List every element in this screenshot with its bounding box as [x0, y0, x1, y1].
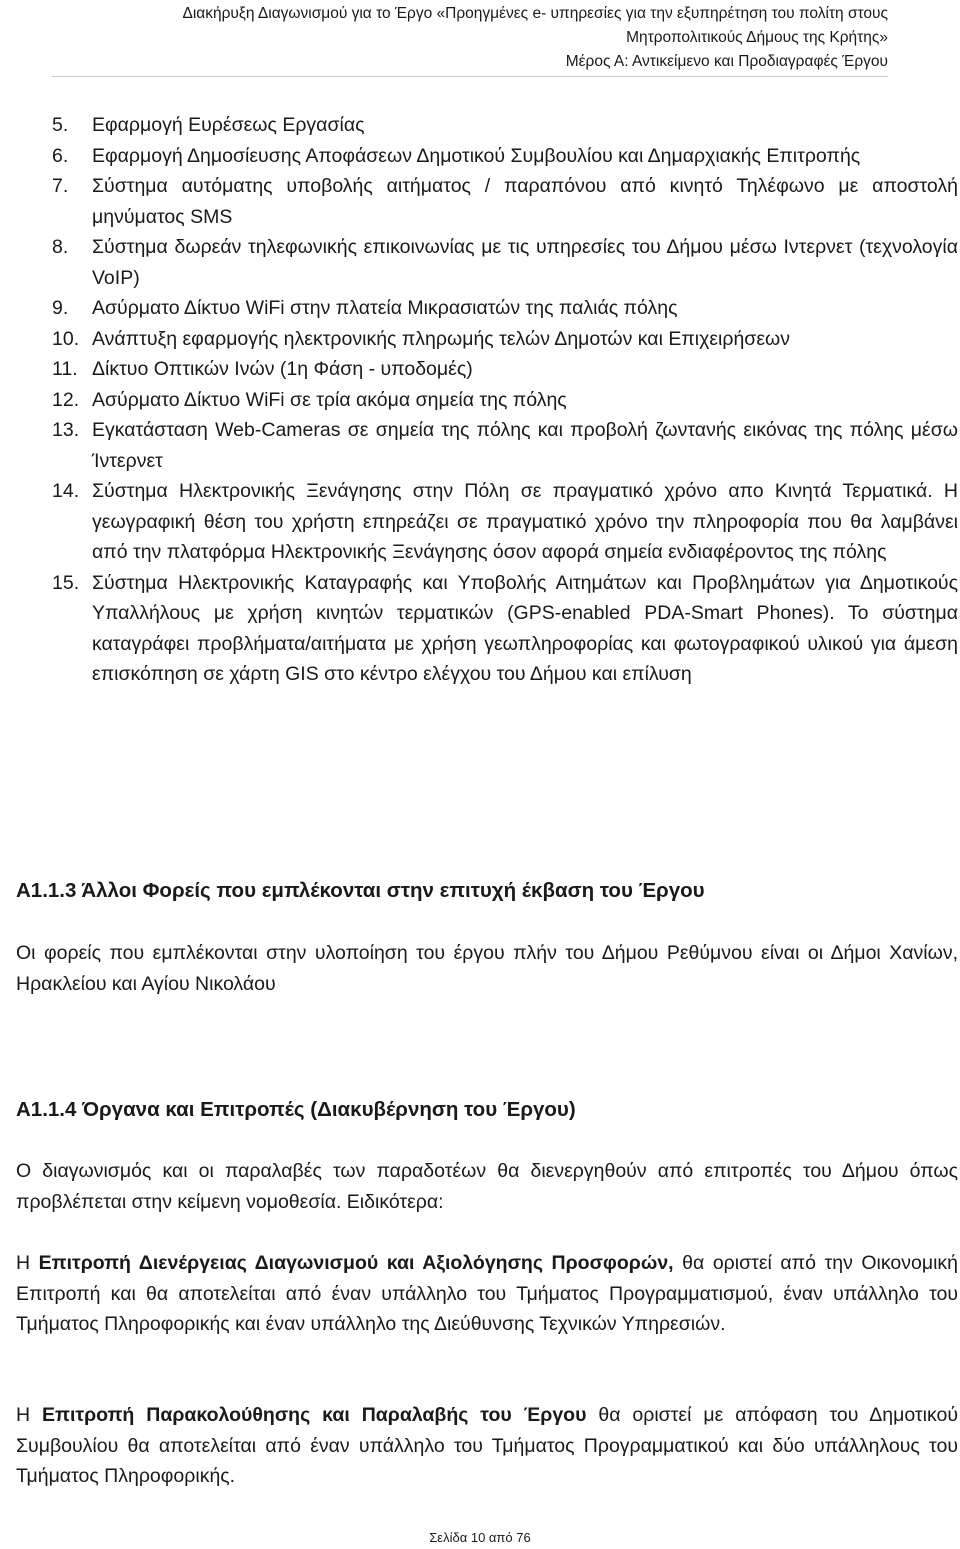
list-item-number: 9. — [52, 297, 69, 319]
committee-acceptance-name: Επιτροπή Παρακολούθησης και Παραλαβής του Έργου — [42, 1404, 587, 1426]
list-item-number: 8. — [52, 236, 69, 258]
committee-evaluation-paragraph — [16, 1248, 958, 1340]
list-item-number: 6. — [52, 144, 69, 167]
list-item — [16, 415, 958, 476]
list-item-text: Ασύρματο Δίκτυο WiFi σε τρία ακόμα σημεία της πόλης — [92, 388, 567, 411]
list-item — [16, 232, 958, 293]
list-item-number: 5. — [52, 114, 69, 136]
list-item-text: Δίκτυο Οπτικών Ινών (1η Φάση - υποδομές) — [92, 358, 473, 380]
list-item-number: 12. — [52, 388, 80, 411]
committee-evaluation-prefix: Η — [16, 1252, 39, 1274]
list-item — [16, 171, 958, 232]
list-item-text: Σύστημα Ηλεκτρονικής Ξενάγησης στην Πόλη σε πραγματικό χρόνο απο Κινητά Τερματικά. Η γεωγραφική θέση του χρήστη επηρεάζει σε πραγματικό χρόνο την πληροφορία που θα λαμβάνει από την πλατφόρμα Ηλεκτρονικής Ξενάγησης όσον αφορά σημεία ενδιαφέροντος της πόλης — [92, 480, 958, 563]
section-1-1-3-title: Α1.1.3 Άλλοι Φορείς που εμπλέκονται στην επιτυχή έκβαση του Έργου — [16, 879, 705, 902]
list-item-text: Σύστημα δωρεάν τηλεφωνικής επικοινωνίας με τις υπηρεσίες του Δήμου μέσω Ιντερνετ (τεχνολογία VoIP) — [92, 236, 958, 289]
section-1-1-4-intro: Ο διαγωνισμός και οι παραλαβές των παραδοτέων θα διενεργηθούν από επιτροπές του Δήμου όπως προβλέπεται στην κείμενη νομοθεσία. Ειδικότερα: — [16, 1160, 958, 1213]
list-item-text: Εφαρμογή Δημοσίευσης Αποφάσεων Δημοτικού Συμβουλίου και Δημαρχιακής Επιτροπής — [92, 144, 861, 167]
list-item — [16, 354, 958, 385]
committee-evaluation-name: Επιτροπή Διενέργειας Διαγωνισμού και Αξιολόγησης Προσφορών, — [38, 1252, 674, 1274]
committee-acceptance-text: θα οριστεί με απόφαση του Δημοτικού Συμβουλίου θα αποτελείται από έναν υπάλληλο του Τμήματος Προγραμματικού και δύο υπάλληλους του Τμήματος Πληροφορικής. — [16, 1404, 958, 1487]
list-item-number: 7. — [52, 175, 69, 197]
list-item — [16, 324, 958, 355]
page-number: Σελίδα 10 από 76 — [429, 1530, 531, 1545]
list-item-number: 10. — [52, 327, 80, 350]
list-item-number: 11. — [52, 358, 78, 380]
section-1-1-4-title: Α1.1.4 Όργανα και Επιτροπές (Διακυβέρνηση του Έργου) — [16, 1098, 576, 1121]
committee-acceptance-prefix: Η — [16, 1404, 43, 1426]
committee-evaluation-text: θα οριστεί από την Οικονομική Επιτροπή και θα αποτελείται από έναν υπάλληλο του Τμήματος Προγραμματισμού, έναν υπάλληλο του Τμήματος Πληροφορικής και έναν υπάλληλο της Διεύθυνσης Τεχνικών Υπηρεσιών. — [16, 1252, 958, 1335]
list-item-text: Σύστημα Ηλεκτρονικής Καταγραφής και Υποβολής Αιτημάτων και Προβλημάτων για Δημοτικούς Υπαλλήλους με χρήση κινητών τερματικών (GPS-enabled PDA-Smart Phones). Το σύστημα καταγράφει προβλήματα/αιτήματα με χρήση γεωπληροφορίας και φωτογραφικού υλικού για άμεση επισκόπηση σε χάρτη GIS στο κέντρο ελέγχου του Δήμου και επίλυση — [92, 571, 958, 685]
list-item-number: 15. — [52, 571, 80, 594]
committee-acceptance-paragraph — [16, 1400, 958, 1492]
list-item-text: Ασύρματο Δίκτυο WiFi στην πλατεία Μικρασιατών της παλιάς πόλης — [92, 297, 678, 319]
list-item-text: Εγκατάσταση Web-Cameras σε σημεία της πόλης και προβολή ζωντανής εικόνας της πόλης μέσω Ίντερνετ — [92, 419, 958, 472]
list-item-number: 13. — [52, 419, 80, 441]
list-item — [16, 568, 958, 690]
header-divider — [52, 76, 888, 77]
header-line-2: Μητροπολιτικούς Δήμους της Κρήτης» — [626, 29, 888, 46]
header-line-1: Διακήρυξη Διαγωνισμού για το Έργο «Προηγμένες e- υπηρεσίες για την εξυπηρέτηση του πολίτη στους — [182, 5, 888, 22]
list-item — [16, 293, 958, 324]
header-line-3: Μέρος Α: Αντικείμενο και Προδιαγραφές Έργου — [565, 53, 888, 70]
list-item — [16, 476, 958, 568]
list-item — [16, 141, 958, 172]
list-item — [16, 385, 958, 416]
list-item-number: 14. — [52, 480, 80, 502]
section-1-1-3-body: Οι φορείς που εμπλέκονται στην υλοποίηση του έργου πλήν του Δήμου Ρεθύμνου είναι οι Δήμοι Χανίων, Ηρακλείου και Αγίου Νικολάου — [16, 942, 958, 995]
list-item-text: Εφαρμογή Ευρέσεως Εργασίας — [92, 114, 365, 136]
project-list — [16, 110, 958, 690]
list-item-text: Ανάπτυξη εφαρμογής ηλεκτρονικής πληρωμής τελών Δημοτών και Επιχειρήσεων — [92, 327, 791, 350]
page-header — [28, 2, 888, 74]
list-item — [16, 110, 958, 141]
list-item-text: Σύστημα αυτόματης υποβολής αιτήματος / παραπόνου από κινητό Τηλέφωνο με αποστολή μηνύματος SMS — [92, 175, 958, 228]
